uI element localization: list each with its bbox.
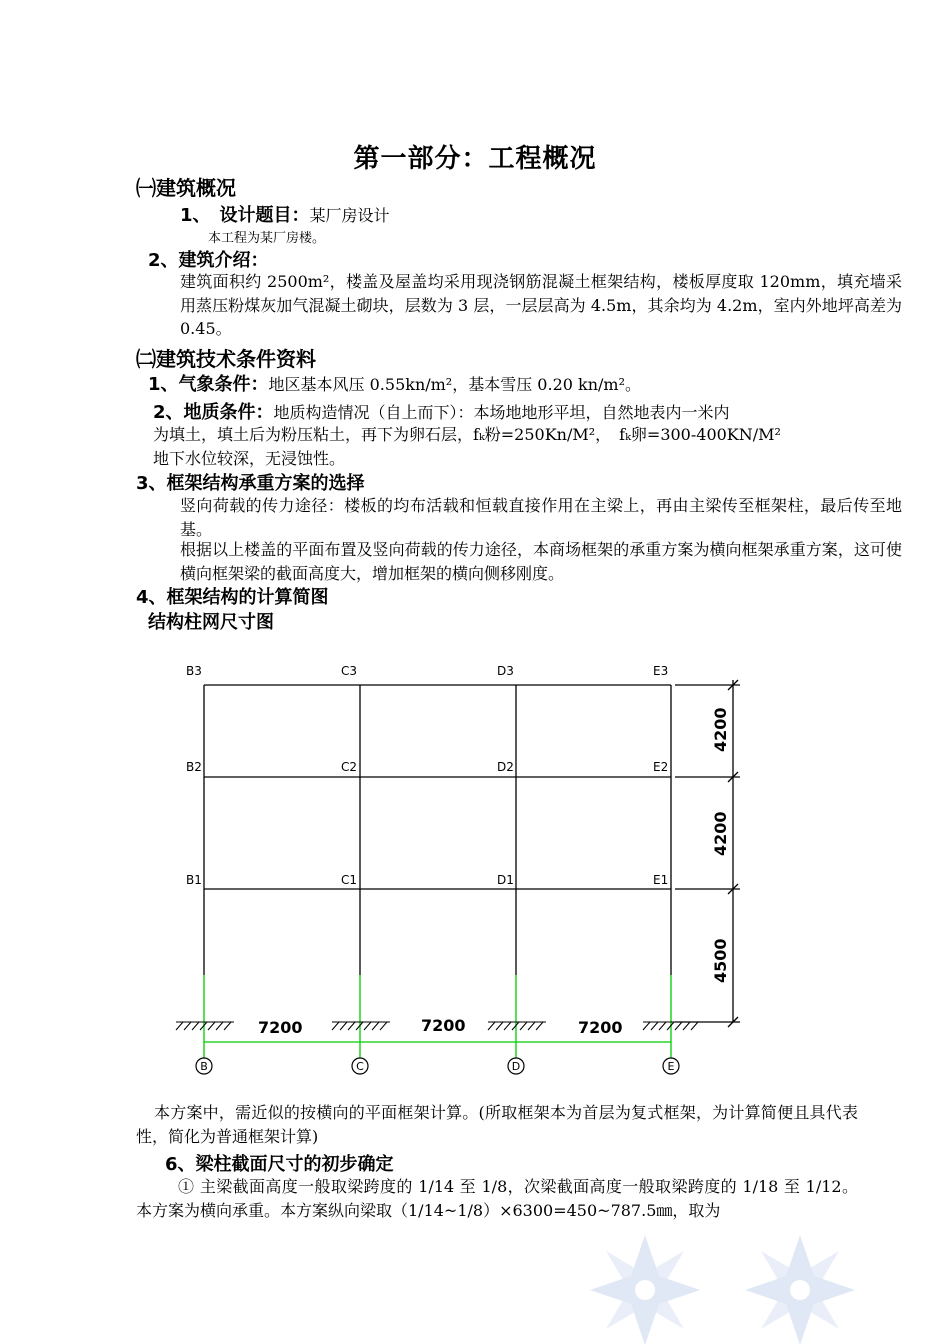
- geology-label: 2、地质条件：: [153, 402, 274, 423]
- axis-label-e: E: [667, 1060, 675, 1073]
- section-3-heading: 3、框架结构承重方案的选择: [136, 473, 365, 494]
- geology-text-2: 为填土，填土后为粉压粘土，再下为卵石层，fₖ粉=250Kn/M²， fₖ卵=300-400KN/M²: [153, 425, 781, 444]
- building-intro-label: 2、建筑介绍：: [148, 250, 269, 271]
- node-label-d1: D1: [497, 873, 514, 887]
- node-label-b3: B3: [186, 664, 202, 678]
- span-label-bc: 7200: [258, 1018, 303, 1037]
- node-label-e3: E3: [653, 664, 669, 678]
- building-intro-text: 建筑面积约 2500m²，楼盖及屋盖均采用现浇钢筋混凝土框架结构，楼板厚度取 120mm，填充墙采用蒸压粉煤灰加气混凝土砌块，层数为 3 层，一层层高为 4.5m，其余均为 4.2m，室内外地坪高差为 0.45。: [180, 272, 902, 338]
- node-label-e2: E2: [653, 760, 669, 774]
- axis-label-d: D: [511, 1060, 521, 1073]
- node-label-d3: D3: [497, 664, 514, 678]
- node-label-d2: D2: [497, 760, 514, 774]
- weather-label: 1、气象条件：: [148, 374, 269, 395]
- design-topic-note: 本工程为某厂房楼。: [208, 231, 326, 246]
- node-label-c3: C3: [341, 664, 358, 678]
- section-4-heading: 4、框架结构的计算简图: [136, 587, 329, 608]
- section-6-para-1: ① 主梁截面高度一般取梁跨度的 1/14 至 1/8，次梁截面高度一般取梁跨度的 1/18 至 1/12。本方案为横向承重。本方案纵向梁取（1/14~1/8）×6300=450~787.5㎜，取为: [136, 1177, 858, 1220]
- height-label-middle: 4200: [711, 811, 730, 856]
- node-label-e1: E1: [653, 873, 669, 887]
- height-label-top: 4200: [711, 707, 730, 752]
- geology-text-1: 地质构造情况（自上而下）：本场地地形平坦，自然地表内一米内: [273, 403, 730, 422]
- weather-text: 地区基本风压 0.55kn/m²，基本雪压 0.20 kn/m²。: [268, 375, 641, 394]
- node-label-c1: C1: [341, 873, 358, 887]
- span-label-de: 7200: [578, 1018, 623, 1037]
- section-2-heading: ㈡建筑技术条件资料: [136, 347, 316, 371]
- snowflake-watermark-icon: [580, 1230, 870, 1344]
- design-topic-value: 某厂房设计: [309, 206, 390, 225]
- axis-label-b: B: [200, 1060, 208, 1073]
- node-label-b2: B2: [186, 760, 202, 774]
- after-diagram-text: 本方案中，需近似的按横向的平面框架计算。(所取框架本为首层为复式框架，为计算简便且具代表性，简化为普通框架计算): [136, 1103, 858, 1146]
- node-label-b1: B1: [186, 873, 202, 887]
- section-3-para-1: 竖向荷载的传力途径：楼板的均布活载和恒载直接作用在主梁上，再由主梁传至框架柱，最后传至地基。: [180, 496, 902, 539]
- section-3-para-2: 根据以上楼盖的平面布置及竖向荷载的传力途径，本商场框架的承重方案为横向框架承重方案，这可使横向框架梁的截面高度大，增加框架的横向侧移刚度。: [180, 540, 902, 583]
- design-topic-label: 1、 设计题目：: [180, 205, 310, 226]
- page-title: 第一部分：工程概况: [353, 144, 597, 174]
- geology-text-3: 地下水位较深，无浸蚀性。: [153, 449, 346, 468]
- section-1-heading: ㈠建筑概况: [136, 176, 236, 200]
- diagram-caption: 结构柱网尺寸图: [148, 612, 274, 633]
- node-label-c2: C2: [341, 760, 358, 774]
- height-label-bottom: 4500: [711, 938, 730, 983]
- section-6-heading: 6、梁柱截面尺寸的初步确定: [165, 1154, 394, 1175]
- span-label-cd: 7200: [421, 1016, 466, 1035]
- axis-label-c: C: [356, 1060, 364, 1073]
